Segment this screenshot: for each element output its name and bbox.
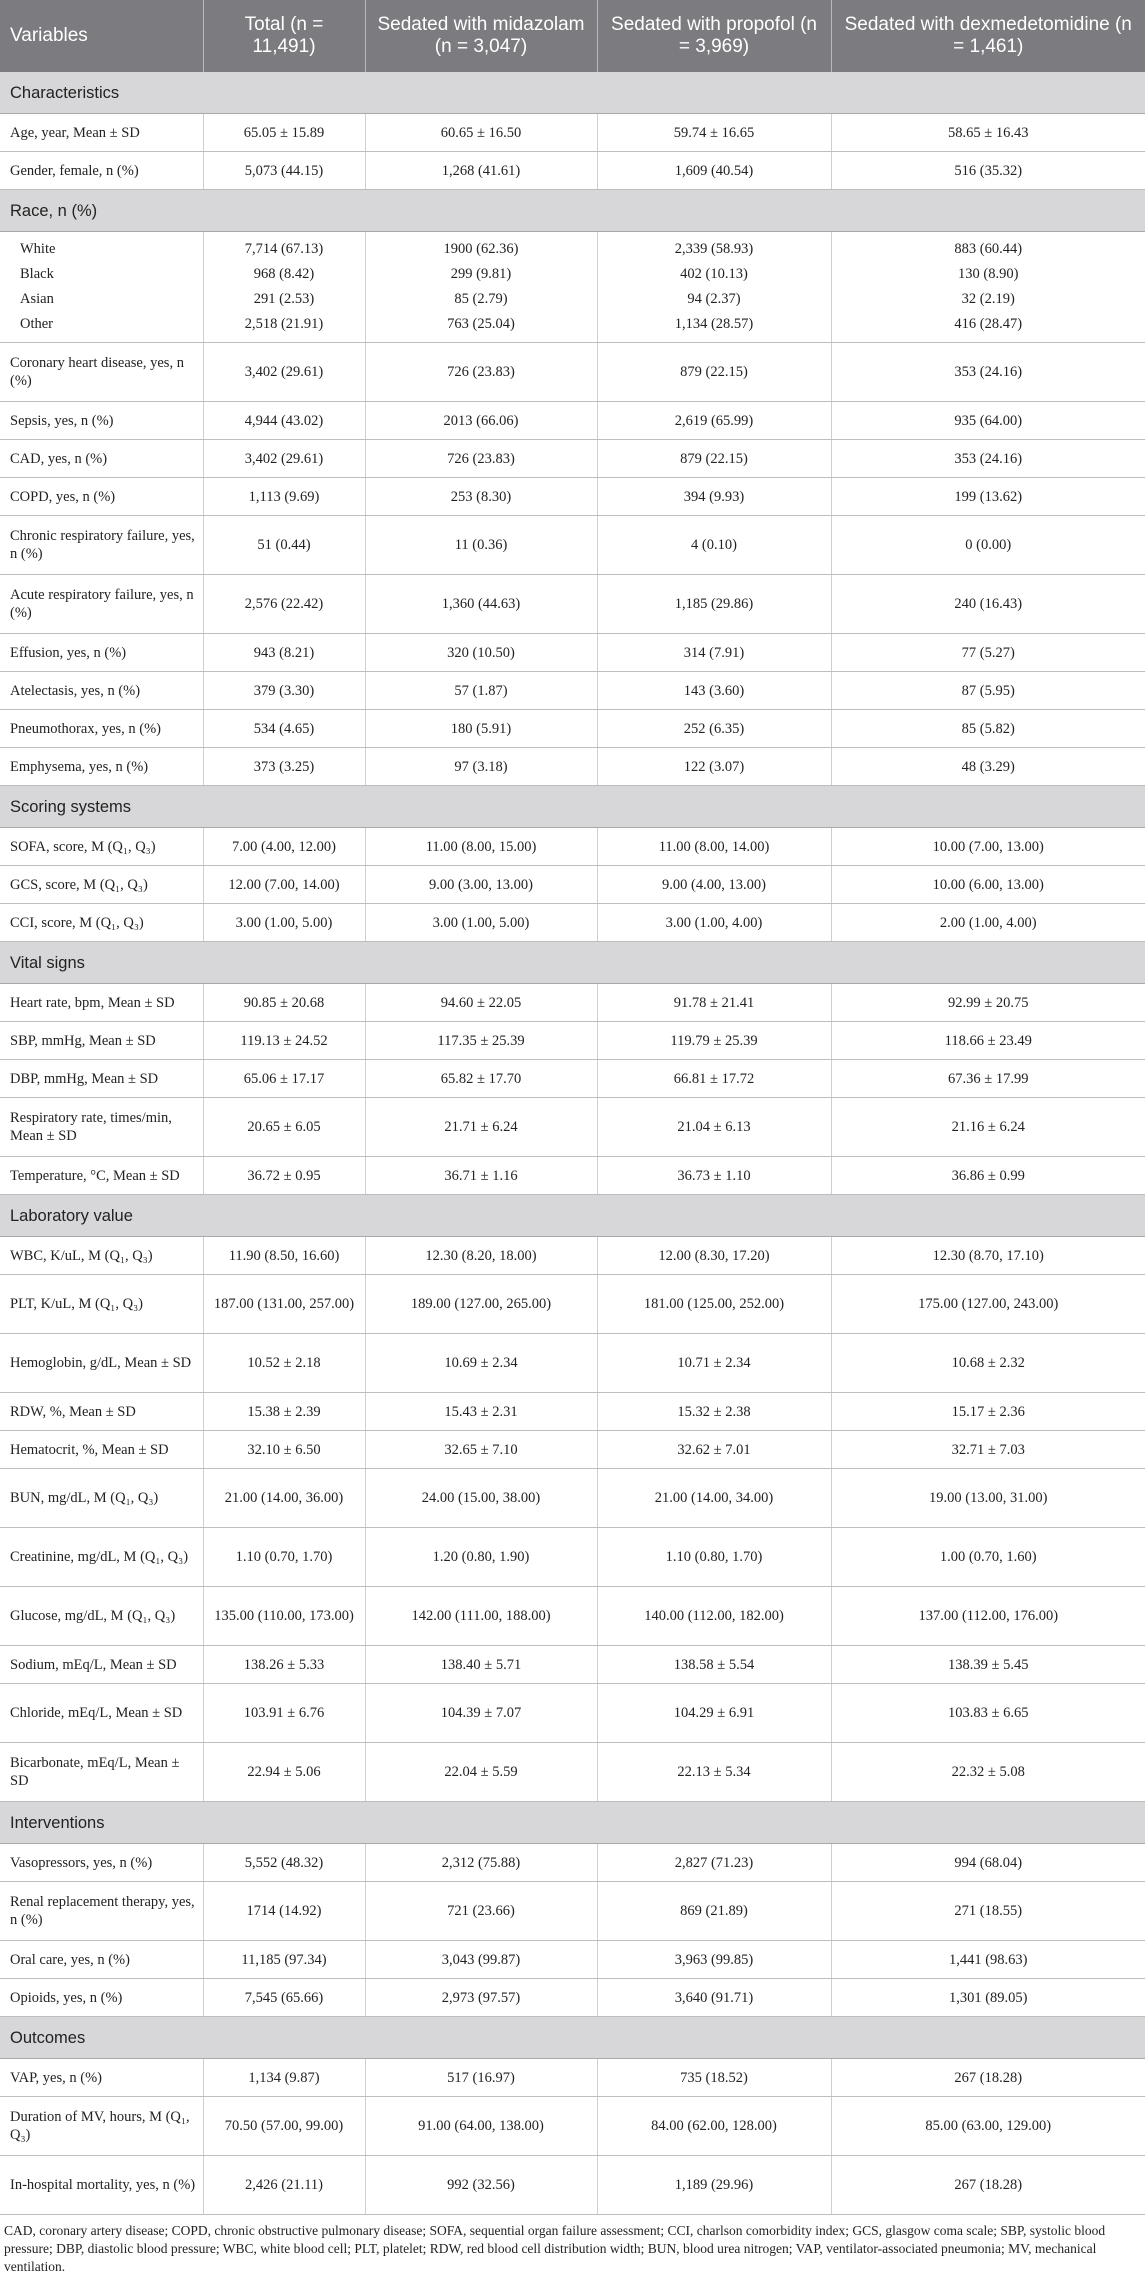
cell: 21.00 (14.00, 34.00) bbox=[597, 1469, 831, 1528]
cell: 1,185 (29.86) bbox=[597, 575, 831, 634]
section-header-row bbox=[0, 72, 1145, 114]
cell: 36.73 ± 1.10 bbox=[597, 1157, 831, 1195]
row-label: In-hospital mortality, yes, n (%) bbox=[0, 2156, 203, 2215]
row-label: Vasopressors, yes, n (%) bbox=[0, 1844, 203, 1882]
cell: 22.04 ± 5.59 bbox=[365, 1743, 597, 1802]
cell: 12.30 (8.70, 17.10) bbox=[831, 1237, 1145, 1275]
section-title: Race, n (%) bbox=[0, 190, 1145, 232]
cell-value: 416 (28.47) bbox=[954, 316, 1023, 332]
header-total: Total (n = 11,491) bbox=[203, 0, 365, 72]
cell: 10.68 ± 2.32 bbox=[831, 1334, 1145, 1393]
cell: 66.81 ± 17.72 bbox=[597, 1060, 831, 1098]
cell: 60.65 ± 16.50 bbox=[365, 114, 597, 152]
cell: 1,441 (98.63) bbox=[831, 1941, 1145, 1979]
cell: 373 (3.25) bbox=[203, 748, 365, 786]
row-label: Renal replacement therapy, yes, n (%) bbox=[0, 1882, 203, 1941]
cell-value: 2,339 (58.93) bbox=[674, 241, 754, 257]
cell: 12.30 (8.20, 18.00) bbox=[365, 1237, 597, 1275]
cell: 32.62 ± 7.01 bbox=[597, 1431, 831, 1469]
cell: 992 (32.56) bbox=[365, 2156, 597, 2215]
row-label: GCS, score, M (Q₁, Q₃) bbox=[0, 866, 203, 904]
cell: 353 (24.16) bbox=[831, 343, 1145, 402]
cell: 138.58 ± 5.54 bbox=[597, 1646, 831, 1684]
sub-row-label: Asian bbox=[20, 291, 54, 307]
cell: 36.72 ± 0.95 bbox=[203, 1157, 365, 1195]
table-row bbox=[0, 984, 1145, 1022]
cell: 10.69 ± 2.34 bbox=[365, 1334, 597, 1393]
section-title: Vital signs bbox=[0, 942, 1145, 984]
cell-value: 2,518 (21.91) bbox=[244, 316, 324, 332]
row-label: Glucose, mg/dL, M (Q₁, Q₃) bbox=[0, 1587, 203, 1646]
row-label: PLT, K/uL, M (Q₁, Q₃) bbox=[0, 1275, 203, 1334]
cell: 36.86 ± 0.99 bbox=[831, 1157, 1145, 1195]
cell: 85.00 (63.00, 129.00) bbox=[831, 2097, 1145, 2156]
cell: 51 (0.44) bbox=[203, 516, 365, 575]
cell: 1,189 (29.96) bbox=[597, 2156, 831, 2215]
cell: 943 (8.21) bbox=[203, 634, 365, 672]
row-label: RDW, %, Mean ± SD bbox=[0, 1393, 203, 1431]
section-header-row bbox=[0, 2017, 1145, 2059]
cell: 104.29 ± 6.91 bbox=[597, 1684, 831, 1743]
section-header-row bbox=[0, 1802, 1145, 1844]
row-label: CCI, score, M (Q₁, Q₃) bbox=[0, 904, 203, 942]
table-row bbox=[0, 866, 1145, 904]
cell: 65.82 ± 17.70 bbox=[365, 1060, 597, 1098]
cell: 935 (64.00) bbox=[831, 402, 1145, 440]
cell: 104.39 ± 7.07 bbox=[365, 1684, 597, 1743]
header-variables: Variables bbox=[0, 0, 203, 72]
table-row bbox=[0, 1060, 1145, 1098]
cell: 181.00 (125.00, 252.00) bbox=[597, 1275, 831, 1334]
sub-row-label: White bbox=[20, 241, 56, 257]
cell: 70.50 (57.00, 99.00) bbox=[203, 2097, 365, 2156]
cell: 1,134 (9.87) bbox=[203, 2059, 365, 2097]
cell: 140.00 (112.00, 182.00) bbox=[597, 1587, 831, 1646]
table-row bbox=[0, 672, 1145, 710]
row-label: Emphysema, yes, n (%) bbox=[0, 748, 203, 786]
table-header-row bbox=[0, 0, 1145, 72]
cell bbox=[597, 232, 831, 343]
table-row bbox=[0, 1237, 1145, 1275]
section-header-row bbox=[0, 786, 1145, 828]
cell: 58.65 ± 16.43 bbox=[831, 114, 1145, 152]
cell: 879 (22.15) bbox=[597, 343, 831, 402]
cell: 85 (5.82) bbox=[831, 710, 1145, 748]
table-row bbox=[0, 1431, 1145, 1469]
row-label: Oral care, yes, n (%) bbox=[0, 1941, 203, 1979]
cell: 22.13 ± 5.34 bbox=[597, 1743, 831, 1802]
section-header-row bbox=[0, 1195, 1145, 1237]
cell: 4 (0.10) bbox=[597, 516, 831, 575]
table-row bbox=[0, 1587, 1145, 1646]
cell: 1.00 (0.70, 1.60) bbox=[831, 1528, 1145, 1587]
cell: 15.43 ± 2.31 bbox=[365, 1393, 597, 1431]
cell: 138.40 ± 5.71 bbox=[365, 1646, 597, 1684]
cell-value: 291 (2.53) bbox=[253, 291, 315, 307]
cell: 65.06 ± 17.17 bbox=[203, 1060, 365, 1098]
table-row bbox=[0, 1334, 1145, 1393]
cell: 15.38 ± 2.39 bbox=[203, 1393, 365, 1431]
row-label: SBP, mmHg, Mean ± SD bbox=[0, 1022, 203, 1060]
cell: 24.00 (15.00, 38.00) bbox=[365, 1469, 597, 1528]
cell: 21.00 (14.00, 36.00) bbox=[203, 1469, 365, 1528]
table-row bbox=[0, 440, 1145, 478]
cell-value: 299 (9.81) bbox=[450, 266, 512, 282]
cell: 10.71 ± 2.34 bbox=[597, 1334, 831, 1393]
cell-value: 7,714 (67.13) bbox=[244, 241, 324, 257]
row-label: Duration of MV, hours, M (Q₁, Q₃) bbox=[0, 2097, 203, 2156]
cell: 721 (23.66) bbox=[365, 1882, 597, 1941]
cell: 994 (68.04) bbox=[831, 1844, 1145, 1882]
cell: 20.65 ± 6.05 bbox=[203, 1098, 365, 1157]
cell: 32.71 ± 7.03 bbox=[831, 1431, 1145, 1469]
header-propofol: Sedated with propofol (n = 3,969) bbox=[597, 0, 831, 72]
cell-value: 763 (25.04) bbox=[447, 316, 515, 332]
cell: 90.85 ± 20.68 bbox=[203, 984, 365, 1022]
cell: 103.83 ± 6.65 bbox=[831, 1684, 1145, 1743]
section-title: Laboratory value bbox=[0, 1195, 1145, 1237]
section-header-row bbox=[0, 190, 1145, 232]
cell: 59.74 ± 16.65 bbox=[597, 114, 831, 152]
table-row bbox=[0, 748, 1145, 786]
cell: 3,402 (29.61) bbox=[203, 343, 365, 402]
cell bbox=[203, 232, 365, 343]
cell: 7,545 (65.66) bbox=[203, 1979, 365, 2017]
cell: 138.26 ± 5.33 bbox=[203, 1646, 365, 1684]
cell: 735 (18.52) bbox=[597, 2059, 831, 2097]
row-label: Heart rate, bpm, Mean ± SD bbox=[0, 984, 203, 1022]
cell: 3.00 (1.00, 5.00) bbox=[203, 904, 365, 942]
cell: 22.94 ± 5.06 bbox=[203, 1743, 365, 1802]
row-label: Opioids, yes, n (%) bbox=[0, 1979, 203, 2017]
cell: 11,185 (97.34) bbox=[203, 1941, 365, 1979]
table-row bbox=[0, 152, 1145, 190]
table-row bbox=[0, 343, 1145, 402]
cell: 252 (6.35) bbox=[597, 710, 831, 748]
table-row bbox=[0, 232, 1145, 343]
row-label: Temperature, °C, Mean ± SD bbox=[0, 1157, 203, 1195]
row-label: Sodium, mEq/L, Mean ± SD bbox=[0, 1646, 203, 1684]
table-row bbox=[0, 1941, 1145, 1979]
sub-row-label: Black bbox=[20, 266, 54, 282]
table-row bbox=[0, 634, 1145, 672]
row-label: DBP, mmHg, Mean ± SD bbox=[0, 1060, 203, 1098]
cell: 314 (7.91) bbox=[597, 634, 831, 672]
cell: 240 (16.43) bbox=[831, 575, 1145, 634]
cell bbox=[831, 232, 1145, 343]
table-row bbox=[0, 114, 1145, 152]
cell: 2,619 (65.99) bbox=[597, 402, 831, 440]
cell: 726 (23.83) bbox=[365, 343, 597, 402]
cell-value: 1900 (62.36) bbox=[443, 241, 519, 257]
cell: 869 (21.89) bbox=[597, 1882, 831, 1941]
cell: 12.00 (8.30, 17.20) bbox=[597, 1237, 831, 1275]
cell: 21.71 ± 6.24 bbox=[365, 1098, 597, 1157]
table-row bbox=[0, 1646, 1145, 1684]
cell: 92.99 ± 20.75 bbox=[831, 984, 1145, 1022]
cell: 517 (16.97) bbox=[365, 2059, 597, 2097]
table-row bbox=[0, 1022, 1145, 1060]
cell: 267 (18.28) bbox=[831, 2059, 1145, 2097]
row-label: Age, year, Mean ± SD bbox=[0, 114, 203, 152]
header-dexmedetomidine: Sedated with dexmedetomidine (n = 1,461) bbox=[831, 0, 1145, 72]
cell: 11.00 (8.00, 15.00) bbox=[365, 828, 597, 866]
cell: 2013 (66.06) bbox=[365, 402, 597, 440]
cell: 94.60 ± 22.05 bbox=[365, 984, 597, 1022]
cell: 118.66 ± 23.49 bbox=[831, 1022, 1145, 1060]
table-row bbox=[0, 478, 1145, 516]
cell: 15.17 ± 2.36 bbox=[831, 1393, 1145, 1431]
cell: 97 (3.18) bbox=[365, 748, 597, 786]
cell: 7.00 (4.00, 12.00) bbox=[203, 828, 365, 866]
row-label: Sepsis, yes, n (%) bbox=[0, 402, 203, 440]
table-row bbox=[0, 1844, 1145, 1882]
cell: 353 (24.16) bbox=[831, 440, 1145, 478]
table-row bbox=[0, 1098, 1145, 1157]
row-label: CAD, yes, n (%) bbox=[0, 440, 203, 478]
cell: 122 (3.07) bbox=[597, 748, 831, 786]
table-row bbox=[0, 1882, 1145, 1941]
cell: 4,944 (43.02) bbox=[203, 402, 365, 440]
row-label: SOFA, score, M (Q₁, Q₃) bbox=[0, 828, 203, 866]
cell: 137.00 (112.00, 176.00) bbox=[831, 1587, 1145, 1646]
cell: 189.00 (127.00, 265.00) bbox=[365, 1275, 597, 1334]
cell: 1,113 (9.69) bbox=[203, 478, 365, 516]
cell: 1714 (14.92) bbox=[203, 1882, 365, 1941]
cell: 143 (3.60) bbox=[597, 672, 831, 710]
row-label: Coronary heart disease, yes, n (%) bbox=[0, 343, 203, 402]
cell: 103.91 ± 6.76 bbox=[203, 1684, 365, 1743]
cell: 5,073 (44.15) bbox=[203, 152, 365, 190]
row-label: Hemoglobin, g/dL, Mean ± SD bbox=[0, 1334, 203, 1393]
cell: 91.00 (64.00, 138.00) bbox=[365, 2097, 597, 2156]
cell: 394 (9.93) bbox=[597, 478, 831, 516]
row-label: Chloride, mEq/L, Mean ± SD bbox=[0, 1684, 203, 1743]
section-header-row bbox=[0, 942, 1145, 984]
cell: 726 (23.83) bbox=[365, 440, 597, 478]
cell: 32.10 ± 6.50 bbox=[203, 1431, 365, 1469]
table-row bbox=[0, 1393, 1145, 1431]
cell: 84.00 (62.00, 128.00) bbox=[597, 2097, 831, 2156]
cell: 1,301 (89.05) bbox=[831, 1979, 1145, 2017]
table-row bbox=[0, 2097, 1145, 2156]
cell: 253 (8.30) bbox=[365, 478, 597, 516]
cell: 32.65 ± 7.10 bbox=[365, 1431, 597, 1469]
table-row bbox=[0, 2059, 1145, 2097]
row-label: Effusion, yes, n (%) bbox=[0, 634, 203, 672]
sub-row-label: Other bbox=[20, 316, 54, 332]
table-row bbox=[0, 2156, 1145, 2215]
cell: 117.35 ± 25.39 bbox=[365, 1022, 597, 1060]
cell: 57 (1.87) bbox=[365, 672, 597, 710]
row-label: COPD, yes, n (%) bbox=[0, 478, 203, 516]
cell bbox=[365, 232, 597, 343]
cell: 77 (5.27) bbox=[831, 634, 1145, 672]
section-title: Characteristics bbox=[0, 72, 1145, 114]
cell-value: 130 (8.90) bbox=[958, 266, 1019, 282]
cell-value: 883 (60.44) bbox=[954, 241, 1023, 257]
cell: 534 (4.65) bbox=[203, 710, 365, 748]
cell: 2,576 (22.42) bbox=[203, 575, 365, 634]
row-label: Bicarbonate, mEq/L, Mean ± SD bbox=[0, 1743, 203, 1802]
row-label: Pneumothorax, yes, n (%) bbox=[0, 710, 203, 748]
cell-value: 402 (10.13) bbox=[680, 266, 748, 282]
cell: 119.13 ± 24.52 bbox=[203, 1022, 365, 1060]
table-row bbox=[0, 1743, 1145, 1802]
section-title: Interventions bbox=[0, 1802, 1145, 1844]
cell: 0 (0.00) bbox=[831, 516, 1145, 575]
table-row bbox=[0, 710, 1145, 748]
cell: 36.71 ± 1.16 bbox=[365, 1157, 597, 1195]
cell: 2,312 (75.88) bbox=[365, 1844, 597, 1882]
row-label: WBC, K/uL, M (Q₁, Q₃) bbox=[0, 1237, 203, 1275]
cell: 516 (35.32) bbox=[831, 152, 1145, 190]
row-label: VAP, yes, n (%) bbox=[0, 2059, 203, 2097]
cell: 3,963 (99.85) bbox=[597, 1941, 831, 1979]
cell: 267 (18.28) bbox=[831, 2156, 1145, 2215]
cell-value: 968 (8.42) bbox=[253, 266, 315, 282]
table-body bbox=[0, 72, 1145, 2215]
cell: 271 (18.55) bbox=[831, 1882, 1145, 1941]
table-row bbox=[0, 1157, 1145, 1195]
table-footnote: CAD, coronary artery disease; COPD, chronic obstructive pulmonary disease; SOFA, sequential organ failure assessment; CCI, charlson comorbidity index; GCS, glasgow coma scale; SBP, systolic blood pressure; DBP, diastolic blood pressure; WBC, white blood cell; PLT, platelet; RDW, red blood cell distribution width; BUN, blood urea nitrogen; VAP, ventilator-associated pneumonia; MV, mechanical ventilation. bbox=[4, 2223, 1106, 2274]
table-row bbox=[0, 575, 1145, 634]
cell: 135.00 (110.00, 173.00) bbox=[203, 1587, 365, 1646]
cell-value: 94 (2.37) bbox=[687, 291, 741, 307]
cell: 175.00 (127.00, 243.00) bbox=[831, 1275, 1145, 1334]
table-row bbox=[0, 1528, 1145, 1587]
cell: 10.00 (6.00, 13.00) bbox=[831, 866, 1145, 904]
cell: 379 (3.30) bbox=[203, 672, 365, 710]
cell: 2,973 (97.57) bbox=[365, 1979, 597, 2017]
cell: 91.78 ± 21.41 bbox=[597, 984, 831, 1022]
cell: 65.05 ± 15.89 bbox=[203, 114, 365, 152]
row-label: BUN, mg/dL, M (Q₁, Q₃) bbox=[0, 1469, 203, 1528]
cell: 2.00 (1.00, 4.00) bbox=[831, 904, 1145, 942]
cell: 19.00 (13.00, 31.00) bbox=[831, 1469, 1145, 1528]
row-label: Creatinine, mg/dL, M (Q₁, Q₃) bbox=[0, 1528, 203, 1587]
table-row bbox=[0, 516, 1145, 575]
cell: 1.20 (0.80, 1.90) bbox=[365, 1528, 597, 1587]
cell: 12.00 (7.00, 14.00) bbox=[203, 866, 365, 904]
table-row bbox=[0, 1469, 1145, 1528]
row-label: Acute respiratory failure, yes, n (%) bbox=[0, 575, 203, 634]
cell: 2,827 (71.23) bbox=[597, 1844, 831, 1882]
cell: 3,043 (99.87) bbox=[365, 1941, 597, 1979]
cell: 142.00 (111.00, 188.00) bbox=[365, 1587, 597, 1646]
cell: 5,552 (48.32) bbox=[203, 1844, 365, 1882]
cell: 879 (22.15) bbox=[597, 440, 831, 478]
cell: 2,426 (21.11) bbox=[203, 2156, 365, 2215]
section-title: Outcomes bbox=[0, 2017, 1145, 2059]
cell: 1,360 (44.63) bbox=[365, 575, 597, 634]
cell: 187.00 (131.00, 257.00) bbox=[203, 1275, 365, 1334]
table-row bbox=[0, 904, 1145, 942]
cell: 48 (3.29) bbox=[831, 748, 1145, 786]
table-row bbox=[0, 402, 1145, 440]
header-midazolam: Sedated with midazolam (n = 3,047) bbox=[365, 0, 597, 72]
cell: 1,268 (41.61) bbox=[365, 152, 597, 190]
cell: 10.52 ± 2.18 bbox=[203, 1334, 365, 1393]
cell: 9.00 (3.00, 13.00) bbox=[365, 866, 597, 904]
cell: 1.10 (0.70, 1.70) bbox=[203, 1528, 365, 1587]
cell: 1.10 (0.80, 1.70) bbox=[597, 1528, 831, 1587]
cell: 21.04 ± 6.13 bbox=[597, 1098, 831, 1157]
cell: 9.00 (4.00, 13.00) bbox=[597, 866, 831, 904]
cell: 3.00 (1.00, 4.00) bbox=[597, 904, 831, 942]
cell: 3,640 (91.71) bbox=[597, 1979, 831, 2017]
cell: 11 (0.36) bbox=[365, 516, 597, 575]
row-label: Hematocrit, %, Mean ± SD bbox=[0, 1431, 203, 1469]
cell: 138.39 ± 5.45 bbox=[831, 1646, 1145, 1684]
row-label bbox=[0, 232, 203, 343]
row-label: Chronic respiratory failure, yes, n (%) bbox=[0, 516, 203, 575]
row-label: Gender, female, n (%) bbox=[0, 152, 203, 190]
cell: 3.00 (1.00, 5.00) bbox=[365, 904, 597, 942]
row-label: Respiratory rate, times/min, Mean ± SD bbox=[0, 1098, 203, 1157]
cell: 119.79 ± 25.39 bbox=[597, 1022, 831, 1060]
table-row bbox=[0, 828, 1145, 866]
section-title: Scoring systems bbox=[0, 786, 1145, 828]
cell: 21.16 ± 6.24 bbox=[831, 1098, 1145, 1157]
cell: 11.90 (8.50, 16.60) bbox=[203, 1237, 365, 1275]
cell: 1,609 (40.54) bbox=[597, 152, 831, 190]
cell: 87 (5.95) bbox=[831, 672, 1145, 710]
cell: 180 (5.91) bbox=[365, 710, 597, 748]
cell: 15.32 ± 2.38 bbox=[597, 1393, 831, 1431]
row-label: Atelectasis, yes, n (%) bbox=[0, 672, 203, 710]
cell: 320 (10.50) bbox=[365, 634, 597, 672]
cell-value: 1,134 (28.57) bbox=[674, 316, 754, 332]
cell-value: 85 (2.79) bbox=[454, 291, 508, 307]
cell: 67.36 ± 17.99 bbox=[831, 1060, 1145, 1098]
cell: 199 (13.62) bbox=[831, 478, 1145, 516]
cell-value: 32 (2.19) bbox=[961, 291, 1015, 307]
cell: 11.00 (8.00, 14.00) bbox=[597, 828, 831, 866]
table-row bbox=[0, 1275, 1145, 1334]
cell: 3,402 (29.61) bbox=[203, 440, 365, 478]
table-row bbox=[0, 1684, 1145, 1743]
cell: 10.00 (7.00, 13.00) bbox=[831, 828, 1145, 866]
table-row bbox=[0, 1979, 1145, 2017]
cell: 22.32 ± 5.08 bbox=[831, 1743, 1145, 1802]
